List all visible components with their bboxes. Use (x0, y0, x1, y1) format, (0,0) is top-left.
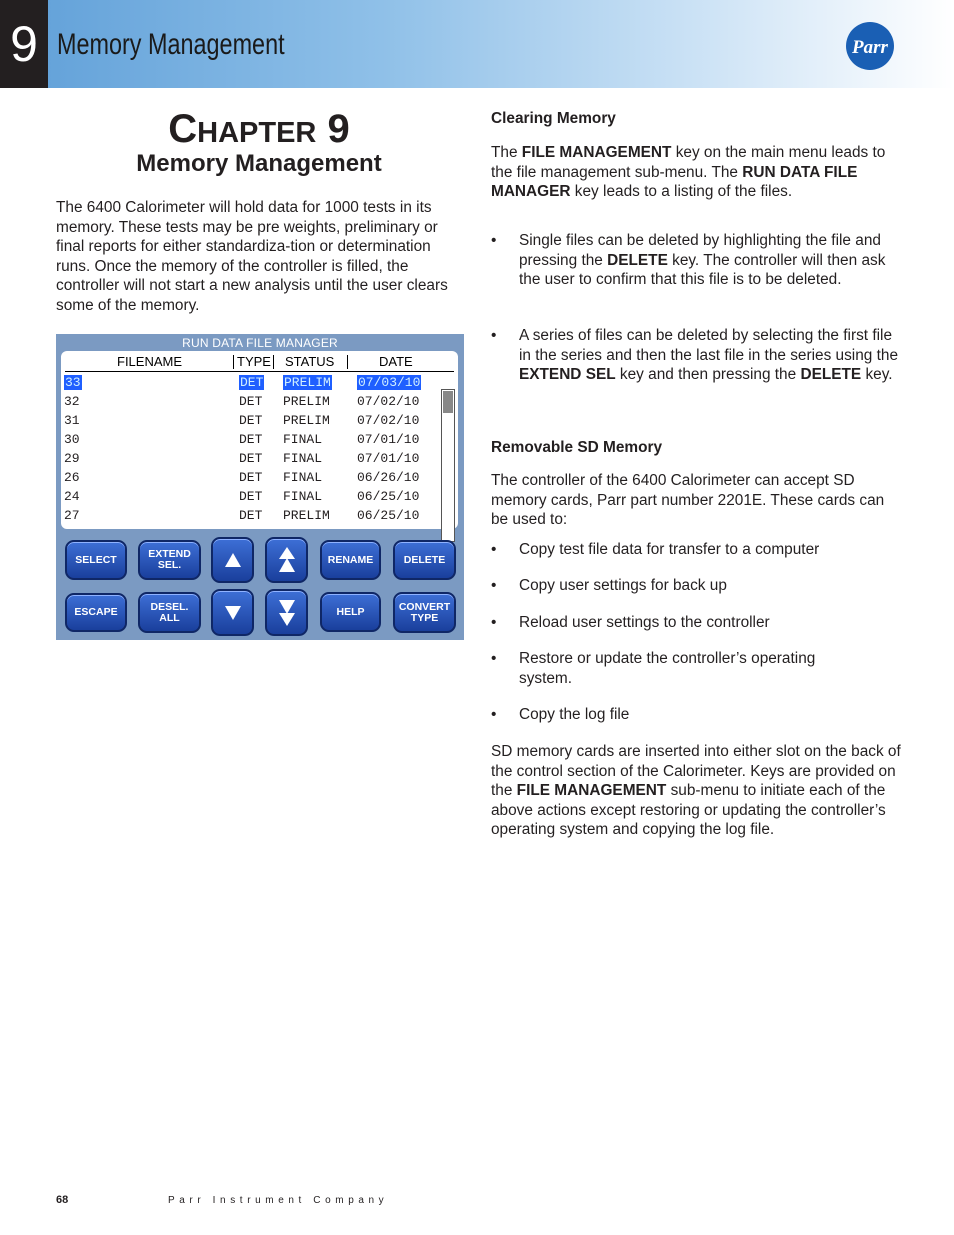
scrollbar-thumb[interactable] (443, 391, 453, 413)
delete-button[interactable]: DELETE (393, 540, 456, 580)
table-cell-type: DET (239, 432, 263, 447)
table-row[interactable] (61, 506, 458, 525)
page-up-button[interactable] (265, 537, 308, 583)
column-header-status[interactable]: STATUS (285, 354, 335, 369)
table-row[interactable] (61, 411, 458, 430)
table-cell-date: 07/01/10 (357, 451, 420, 466)
list-item: • Reload user settings to the controller (491, 614, 770, 631)
footer-company: Parr Instrument Company (168, 1195, 389, 1206)
table-cell-type: DET (240, 375, 264, 390)
list-item: • Copy user settings for back up (491, 577, 727, 594)
table-cell-date: 06/26/10 (357, 470, 420, 485)
sd-insert-paragraph: SD memory cards are inserted into either slot on the back of the control section of the Calorimeter. Keys are provided on the FILE MANAGEMENT sub-menu to initiate each of the above actions except restoring or updating the controller’s operating system and copying the log file. (491, 743, 901, 839)
table-row[interactable] (61, 430, 458, 449)
arrow-up-icon (224, 552, 242, 568)
table-cell-date: 07/02/10 (357, 394, 420, 409)
table-cell-date: 07/02/10 (357, 413, 420, 428)
column-header-type[interactable]: TYPE (237, 354, 271, 369)
table-cell-status: PRELIM (283, 508, 330, 523)
help-button[interactable]: HELP (320, 592, 381, 632)
table-cell-type: DET (239, 413, 263, 428)
svg-text:Parr: Parr (852, 37, 888, 58)
deselect-all-button[interactable]: DESEL. ALL (138, 592, 201, 633)
page-header (0, 0, 954, 88)
select-button[interactable]: SELECT (65, 540, 127, 580)
table-cell-type: DET (239, 470, 263, 485)
page-number: 68 (56, 1194, 69, 1206)
header-title: Memory Management (57, 28, 285, 61)
list-item: • Restore or update the controller’s operating system. (491, 650, 816, 687)
arrow-up-button[interactable] (211, 537, 254, 583)
table-cell-type: DET (239, 508, 263, 523)
table-cell-type: DET (239, 394, 263, 409)
table-cell-status: PRELIM (283, 394, 330, 409)
intro-paragraph: The 6400 Calorimeter will hold data for 1000 tests in its memory. These tests may be pre weights, preliminary or final reports for either standardiza-tion or determination runs. Once the memory of the controller is filled, the controller will not start a new analysis until the user clears some of the memory. (56, 199, 448, 314)
table-row[interactable] (61, 468, 458, 487)
column-header-filename[interactable]: FILENAME (117, 354, 183, 369)
column-header-date[interactable]: DATE (379, 354, 413, 369)
clearing-paragraph: The FILE MANAGEMENT key on the main menu leads to the file management sub-menu. The RUN DATA FILE MANAGER key leads to a listing of the files. (491, 144, 886, 201)
table-cell-name: 30 (64, 432, 80, 447)
list-item: • Single files can be deleted by highlighting the file and pressing the DELETE key. The controller will then ask the user to confirm that this file is to be deleted. (491, 232, 886, 289)
table-cell-type: DET (239, 451, 263, 466)
table-cell-date: 06/25/10 (357, 508, 420, 523)
table-cell-name: 24 (64, 489, 80, 504)
sd-paragraph: The controller of the 6400 Calorimeter can accept SD memory cards, Parr part number 2201E. These cards can be used to: (491, 472, 885, 529)
chapter-title: CHAPTER 9 (168, 107, 350, 151)
table-cell-status: PRELIM (283, 413, 330, 428)
list-item: • Copy the log file (491, 706, 630, 723)
page-up-icon (278, 546, 296, 574)
table-row[interactable] (61, 392, 458, 411)
table-cell-name: 33 (65, 375, 81, 390)
sd-memory-heading: Removable SD Memory (491, 439, 663, 456)
column-separator (273, 355, 274, 369)
table-cell-status: PRELIM (284, 375, 331, 390)
table-cell-name: 26 (64, 470, 80, 485)
rename-button[interactable]: RENAME (320, 540, 381, 580)
convert-type-button[interactable]: CONVERT TYPE (393, 592, 456, 633)
list-item: • A series of files can be deleted by selecting the first file in the series and then the last file in the series using the EXTEND SEL key and then pressing the DELETE key. (491, 327, 899, 384)
table-cell-type: DET (239, 489, 263, 504)
table-cell-status: FINAL (283, 451, 323, 466)
table-row[interactable] (61, 373, 458, 392)
list-item: • Copy test file data for transfer to a computer (491, 541, 820, 558)
run-data-file-manager-screen (56, 334, 464, 640)
header-divider (65, 371, 454, 372)
table-cell-name: 29 (64, 451, 80, 466)
table-cell-date: 07/03/10 (358, 375, 421, 390)
screen-title: RUN DATA FILE MANAGER (182, 336, 338, 350)
table-cell-status: FINAL (283, 470, 323, 485)
table-cell-name: 27 (64, 508, 80, 523)
table-cell-status: FINAL (283, 432, 323, 447)
chapter-number-box: 9 (0, 0, 48, 88)
chapter-subtitle: Memory Management (136, 150, 382, 177)
page-down-icon (278, 599, 296, 627)
extend-sel-button[interactable]: EXTEND SEL. (138, 540, 201, 580)
parr-logo-icon (843, 20, 899, 72)
file-table (61, 351, 458, 529)
table-row[interactable] (61, 487, 458, 506)
arrow-down-button[interactable] (211, 589, 254, 636)
escape-button[interactable]: ESCAPE (65, 593, 127, 632)
table-scrollbar[interactable] (441, 389, 455, 542)
table-cell-name: 31 (64, 413, 80, 428)
table-cell-date: 06/25/10 (357, 489, 420, 504)
clearing-memory-heading: Clearing Memory (491, 110, 616, 127)
column-separator (347, 355, 348, 369)
arrow-down-icon (224, 605, 242, 621)
column-separator (233, 355, 234, 369)
table-cell-status: FINAL (283, 489, 323, 504)
page-down-button[interactable] (265, 589, 308, 636)
table-row[interactable] (61, 449, 458, 468)
table-cell-date: 07/01/10 (357, 432, 420, 447)
table-cell-name: 32 (64, 394, 80, 409)
